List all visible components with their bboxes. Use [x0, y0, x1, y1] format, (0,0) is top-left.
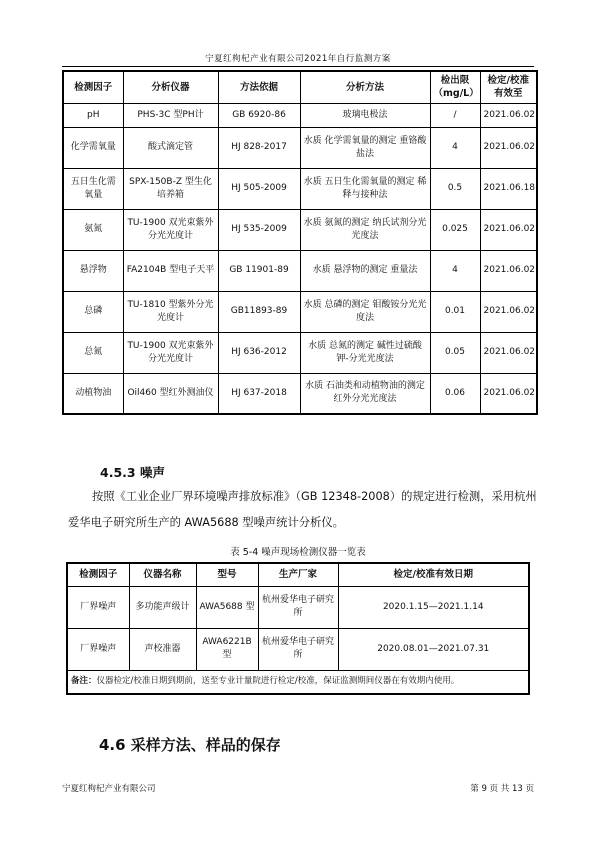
table-row: [63, 103, 537, 127]
cell: 水质 五日生化需氧量的测定 稀释与接种法: [300, 168, 430, 209]
cell: HJ 535-2009: [218, 209, 300, 250]
col-header: 分析方法: [300, 71, 430, 103]
cell: GB11893-89: [218, 291, 300, 332]
cell: Oil460 型红外测油仪: [123, 373, 218, 414]
cell: TU-1900 双光束紫外分光光度计: [123, 209, 218, 250]
cell: 总氮: [63, 332, 123, 373]
table-row: [63, 168, 537, 209]
cell: 2020.08.01—2021.07.31: [338, 628, 529, 670]
cell: /: [430, 103, 480, 127]
table-row: [63, 250, 537, 291]
cell: GB 6920-86: [218, 103, 300, 127]
col-header: 型号: [196, 563, 258, 586]
col-header: 方法依据: [218, 71, 300, 103]
note-row: [67, 670, 529, 694]
col-header: 生产厂家: [258, 563, 338, 586]
cell: 杭州爱华电子研究所: [258, 628, 338, 670]
footer-company: 宁夏红枸杞产业有限公司: [62, 784, 156, 794]
table-row: [63, 373, 537, 414]
cell: 水质 总磷的测定 钼酸铵分光光度法: [300, 291, 430, 332]
cell: 0.06: [430, 373, 480, 414]
cell: TU-1900 双光束紫外分光光度计: [123, 332, 218, 373]
section-heading-sampling: 4.6 采样方法、样品的保存: [99, 736, 281, 754]
cell: 水质 化学需氧量的测定 重铬酸盐法: [300, 127, 430, 168]
col-header: 检测因子: [63, 71, 123, 103]
note-label: 备注：: [71, 676, 97, 687]
header-rule: [62, 66, 534, 67]
cell: 2021.06.18: [480, 168, 537, 209]
noise-paragraph: 按照《工业企业厂界环境噪声排放标准》（GB 12348-2008）的规定进行检测，采用杭州爱华电子研究所生产的 AWA5688 型噪声统计分析仪。: [68, 490, 537, 529]
col-header: 仪器名称: [129, 563, 196, 586]
cell: HJ 828-2017: [218, 127, 300, 168]
cell: 水质 石油类和动植物油的测定 红外分光光度法: [300, 373, 430, 414]
cell: 悬浮物: [63, 250, 123, 291]
cell: HJ 505-2009: [218, 168, 300, 209]
table-row: [63, 332, 537, 373]
footer-page-number: 第 9 页 共 13 页: [470, 784, 534, 794]
cell: 杭州爱华电子研究所: [258, 586, 338, 628]
cell: HJ 636-2012: [218, 332, 300, 373]
cell: AWA5688 型: [196, 586, 258, 628]
cell: 总磷: [63, 291, 123, 332]
cell: 水质 总氮的测定 碱性过硫酸钾-分光光度法: [300, 332, 430, 373]
cell: 0.5: [430, 168, 480, 209]
page-header: 宁夏红枸杞产业有限公司2021年自行监测方案: [205, 54, 391, 64]
cell: 4: [430, 250, 480, 291]
cell: 水质 氨氮的测定 纳氏试剂分光光度法: [300, 209, 430, 250]
cell: 0.05: [430, 332, 480, 373]
cell: TU-1810 型紫外分光光度计: [123, 291, 218, 332]
table-row: [67, 628, 529, 670]
cell: 厂界噪声: [67, 586, 129, 628]
note-cell: [67, 670, 529, 694]
col-header: 检定/校准有效日期: [338, 563, 529, 586]
note-text: 仪器检定/校准日期到期前，送至专业计量院进行检定/校准，保证监测期间仪器在有效期内使用。: [96, 676, 460, 687]
cell: 0.01: [430, 291, 480, 332]
cell: 4: [430, 127, 480, 168]
cell: 2021.06.02: [480, 127, 537, 168]
cell: FA2104B 型电子天平: [123, 250, 218, 291]
cell: 声校准器: [129, 628, 196, 670]
cell: 厂界噪声: [67, 628, 129, 670]
table-row: [63, 291, 537, 332]
table-header-row: [63, 71, 537, 103]
cell: GB 11901-89: [218, 250, 300, 291]
col-header: 检测因子: [67, 563, 129, 586]
table-row: [63, 209, 537, 250]
cell: 动植物油: [63, 373, 123, 414]
cell: HJ 637-2018: [218, 373, 300, 414]
cell: 水质 悬浮物的测定 重量法: [300, 250, 430, 291]
section-heading-noise: 4.5.3 噪声: [100, 465, 165, 480]
cell: PHS-3C 型PH计: [123, 103, 218, 127]
cell: 氨氮: [63, 209, 123, 250]
cell: 0.025: [430, 209, 480, 250]
table-header-row: [67, 563, 529, 586]
table-row: [63, 127, 537, 168]
cell: pH: [63, 103, 123, 127]
cell: 2021.06.02: [480, 291, 537, 332]
cell: 2020.1.15—2021.1.14: [338, 586, 529, 628]
table-caption: 表 5-4 噪声现场检测仪器一览表: [230, 547, 366, 558]
analysis-methods-table: [62, 70, 538, 415]
cell: 2021.06.02: [480, 103, 537, 127]
cell: 酸式滴定管: [123, 127, 218, 168]
col-header: 检出限 （mg/L）: [430, 71, 480, 103]
cell: SPX-150B-Z 型生化培养箱: [123, 168, 218, 209]
cell: 2021.06.02: [480, 250, 537, 291]
cell: 化学需氧量: [63, 127, 123, 168]
cell: 五日生化需氧量: [63, 168, 123, 209]
cell: 2021.06.02: [480, 209, 537, 250]
cell: 2021.06.02: [480, 332, 537, 373]
table-row: [67, 586, 529, 628]
col-header: 分析仪器: [123, 71, 218, 103]
cell: 多功能声级计: [129, 586, 196, 628]
cell: 2021.06.02: [480, 373, 537, 414]
col-header: 检定/校准 有效至: [480, 71, 537, 103]
cell: AWA6221B 型: [196, 628, 258, 670]
cell: 玻璃电极法: [300, 103, 430, 127]
noise-instruments-table: [66, 562, 530, 695]
